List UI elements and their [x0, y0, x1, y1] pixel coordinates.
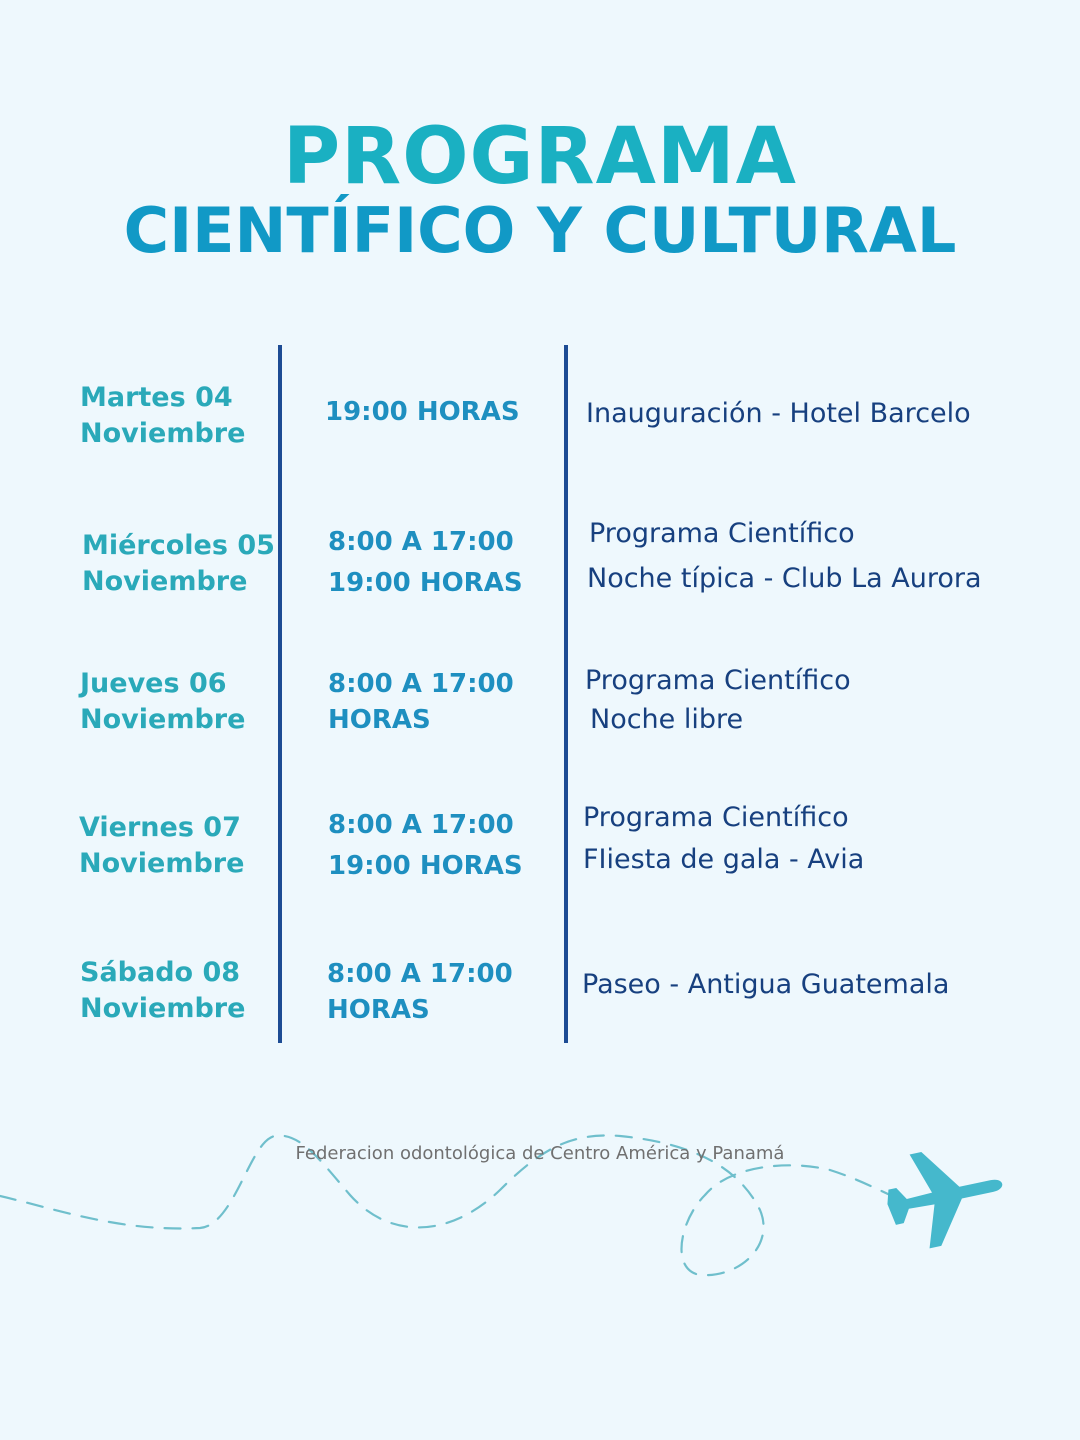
- date-day: Jueves 06: [80, 668, 227, 699]
- date-day: Sábado 08: [80, 957, 241, 988]
- event-line: Noche típica - Club La Aurora: [587, 563, 982, 594]
- schedule-event: [586, 396, 971, 432]
- time-line: 8:00 A 17:00: [327, 959, 513, 989]
- event-line: Inauguración - Hotel Barcelo: [586, 398, 971, 429]
- time-line: 8:00 A 17:00: [328, 810, 514, 840]
- time-line: 8:00 A 17:00: [328, 527, 514, 557]
- event-line: Noche libre: [590, 704, 744, 735]
- schedule-time: [327, 956, 513, 1028]
- time-line: HORAS: [327, 995, 430, 1025]
- event-line: FIiesta de gala - Avia: [583, 844, 865, 875]
- schedule-time: [328, 807, 523, 884]
- date-day: Viernes 07: [79, 812, 241, 843]
- date-month: Noviembre: [80, 418, 246, 449]
- schedule-date: [82, 528, 275, 600]
- event-line: Paseo - Antigua Guatemala: [582, 969, 950, 1000]
- schedule-time: [328, 524, 523, 601]
- event-line: Programa Científico: [585, 665, 851, 696]
- date-month: Noviembre: [80, 704, 246, 735]
- schedule-event: [583, 800, 864, 878]
- schedule-event: [589, 516, 982, 597]
- date-day: Miércoles 05: [82, 530, 275, 561]
- schedule-date: [79, 810, 244, 882]
- event-line: Programa Científico: [589, 518, 855, 549]
- schedule-time: [328, 666, 514, 738]
- schedule-event: [585, 663, 851, 738]
- schedule-date: [80, 955, 245, 1027]
- time-line: 19:00 HORAS: [328, 851, 523, 881]
- time-line: HORAS: [328, 705, 431, 735]
- page-title: PROGRAMA: [283, 112, 797, 202]
- column-divider-right: [564, 345, 568, 1043]
- flight-path-decoration: [0, 1100, 1080, 1300]
- date-month: Noviembre: [80, 993, 246, 1024]
- date-day: Martes 04: [80, 382, 233, 413]
- column-divider-left: [278, 345, 282, 1043]
- time-line: 19:00 HORAS: [328, 568, 523, 598]
- time-line: 8:00 A 17:00: [328, 669, 514, 699]
- page-subtitle: CIENTÍFICO Y CULTURAL: [123, 194, 957, 267]
- schedule-time: [325, 394, 520, 430]
- time-line: 19:00 HORAS: [325, 397, 520, 427]
- date-month: Noviembre: [82, 566, 248, 597]
- date-month: Noviembre: [79, 848, 245, 879]
- event-line: Programa Científico: [583, 802, 849, 833]
- schedule-date: [80, 380, 245, 452]
- footer-text: Federacion odontológica de Centro América y Panamá: [295, 1143, 785, 1164]
- schedule-date: [80, 666, 245, 738]
- schedule-event: [582, 967, 949, 1003]
